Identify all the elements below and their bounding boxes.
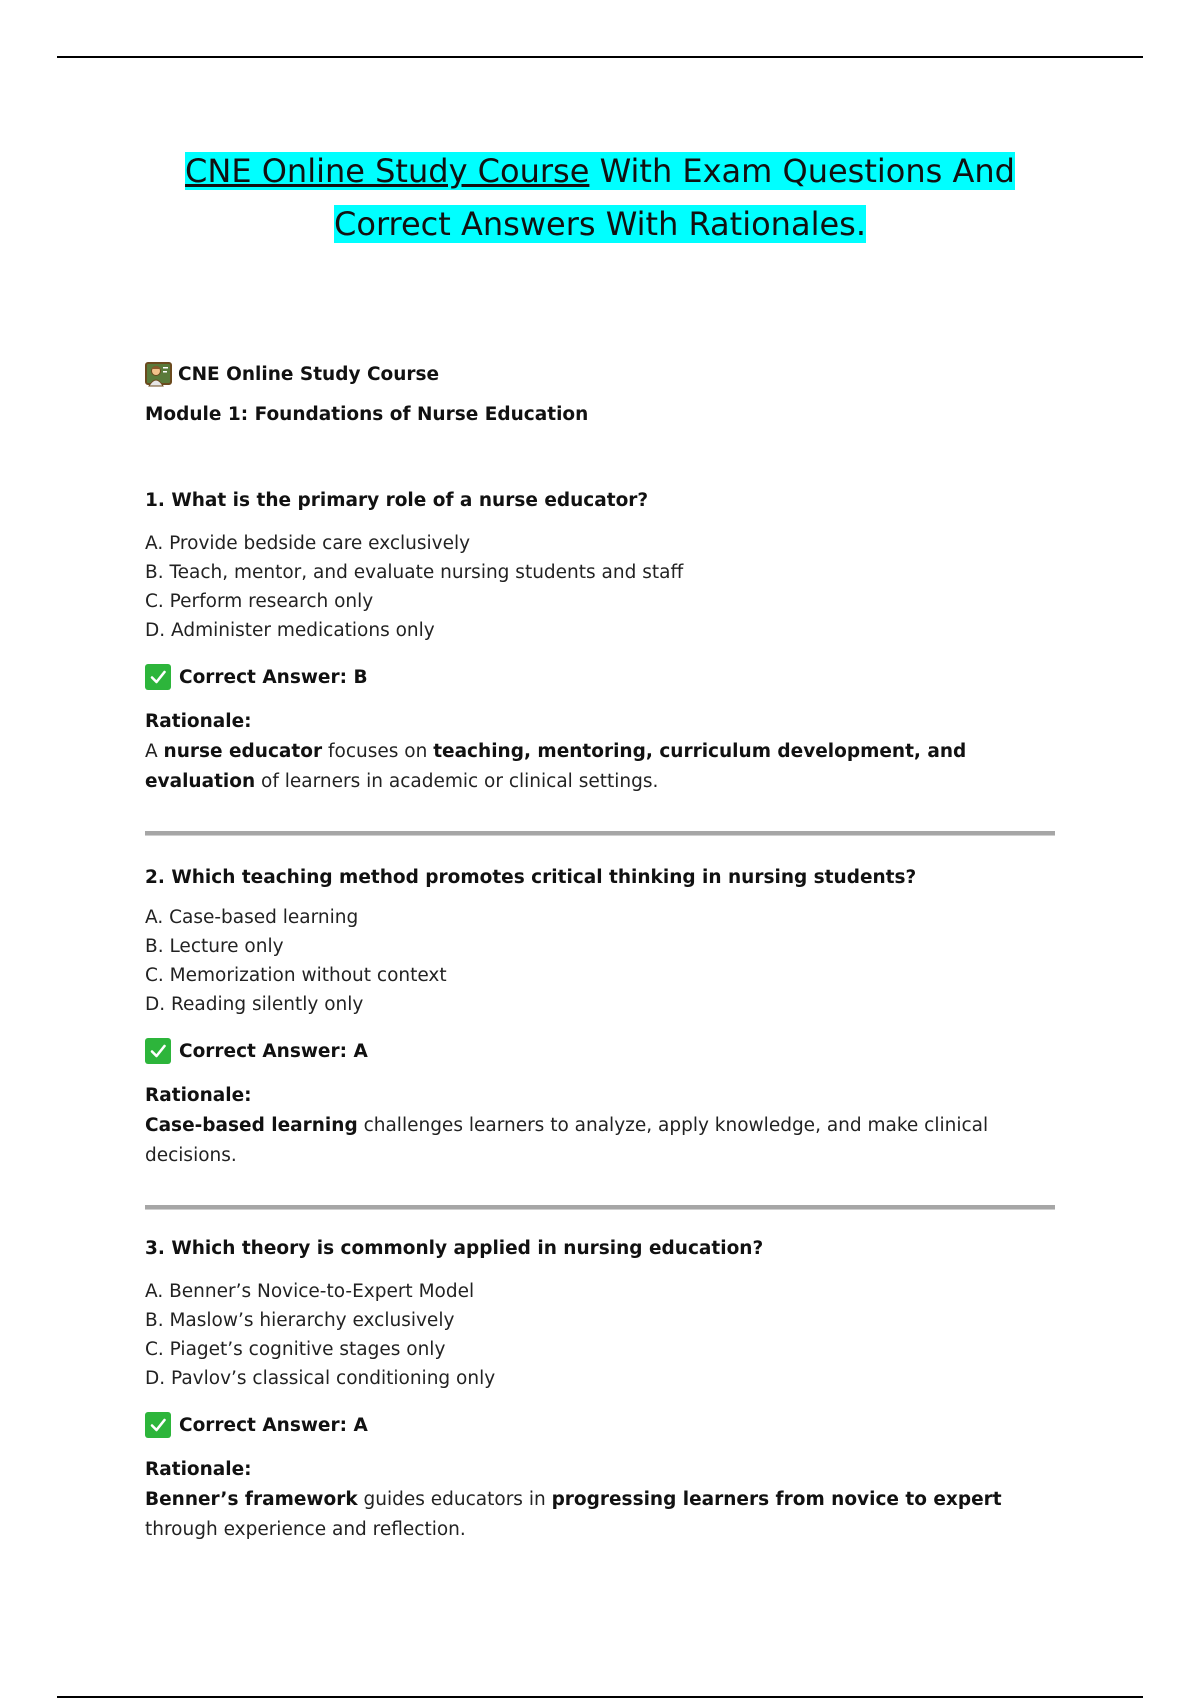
title-line1-rest: With Exam Questions And	[589, 152, 1015, 190]
option-c: C. Memorization without context	[145, 965, 447, 986]
rationale-text: A nurse educator focuses on teaching, mentoring, curriculum development, and evaluation of learners in academic or clinical settings.	[145, 741, 967, 792]
question-separator	[145, 1205, 1055, 1210]
option-a: A. Provide bedside care exclusively	[145, 533, 471, 554]
page-top-rule	[57, 56, 1143, 58]
correct-answer	[145, 1411, 1055, 1439]
title-line2: Correct Answers With Rationales.	[334, 205, 866, 243]
answer-letter: A	[353, 1040, 368, 1062]
rationale-label: Rationale:	[145, 1459, 252, 1480]
option-c: C. Perform research only	[145, 591, 374, 612]
option-d: D. Reading silently only	[145, 994, 364, 1015]
title-link[interactable]: CNE Online Study Course	[185, 152, 590, 190]
answer-label: Correct Answer:	[179, 666, 347, 688]
option-b: B. Lecture only	[145, 936, 284, 957]
document-title	[0, 145, 1200, 251]
rationale-label: Rationale:	[145, 1085, 252, 1106]
option-c: C. Piaget’s cognitive stages only	[145, 1339, 446, 1360]
answer-label: Correct Answer:	[179, 1040, 347, 1062]
question-text: 3. Which theory is commonly applied in nursing education?	[145, 1238, 764, 1259]
question-block	[145, 488, 1055, 797]
options-list	[145, 531, 1055, 647]
correct-answer	[145, 663, 1055, 691]
rationale-label: Rationale:	[145, 711, 252, 732]
document-body	[145, 360, 1055, 1545]
option-d: D. Pavlov’s classical conditioning only	[145, 1368, 496, 1389]
question-text: 1. What is the primary role of a nurse educator?	[145, 490, 649, 511]
option-a: A. Case-based learning	[145, 907, 359, 928]
course-heading	[145, 360, 1055, 388]
check-mark-icon	[145, 1412, 171, 1438]
options-list	[145, 905, 1055, 1021]
check-mark-icon	[145, 1038, 171, 1064]
answer-label: Correct Answer:	[179, 1414, 347, 1436]
option-a: A. Benner’s Novice-to-Expert Model	[145, 1281, 475, 1302]
correct-answer	[145, 1037, 1055, 1065]
question-block	[145, 865, 1055, 1171]
question-block	[145, 1236, 1055, 1545]
page-bottom-rule	[57, 1696, 1143, 1698]
option-d: D. Administer medications only	[145, 620, 435, 641]
rationale-text: Benner’s framework guides educators in progressing learners from novice to expert through experience and reflection.	[145, 1489, 1002, 1540]
rationale-text: Case-based learning challenges learners to analyze, apply knowledge, and make clinical decisions.	[145, 1115, 989, 1166]
option-b: B. Teach, mentor, and evaluate nursing students and staff	[145, 562, 684, 583]
course-name: CNE Online Study Course	[178, 363, 440, 385]
teacher-icon	[145, 362, 172, 387]
answer-letter: B	[353, 666, 368, 688]
option-b: B. Maslow’s hierarchy exclusively	[145, 1310, 455, 1331]
options-list	[145, 1279, 1055, 1395]
question-text: 2. Which teaching method promotes critical thinking in nursing students?	[145, 867, 917, 888]
module-heading: Module 1: Foundations of Nurse Education	[145, 404, 589, 425]
question-separator	[145, 831, 1055, 836]
answer-letter: A	[353, 1414, 368, 1436]
check-mark-icon	[145, 664, 171, 690]
